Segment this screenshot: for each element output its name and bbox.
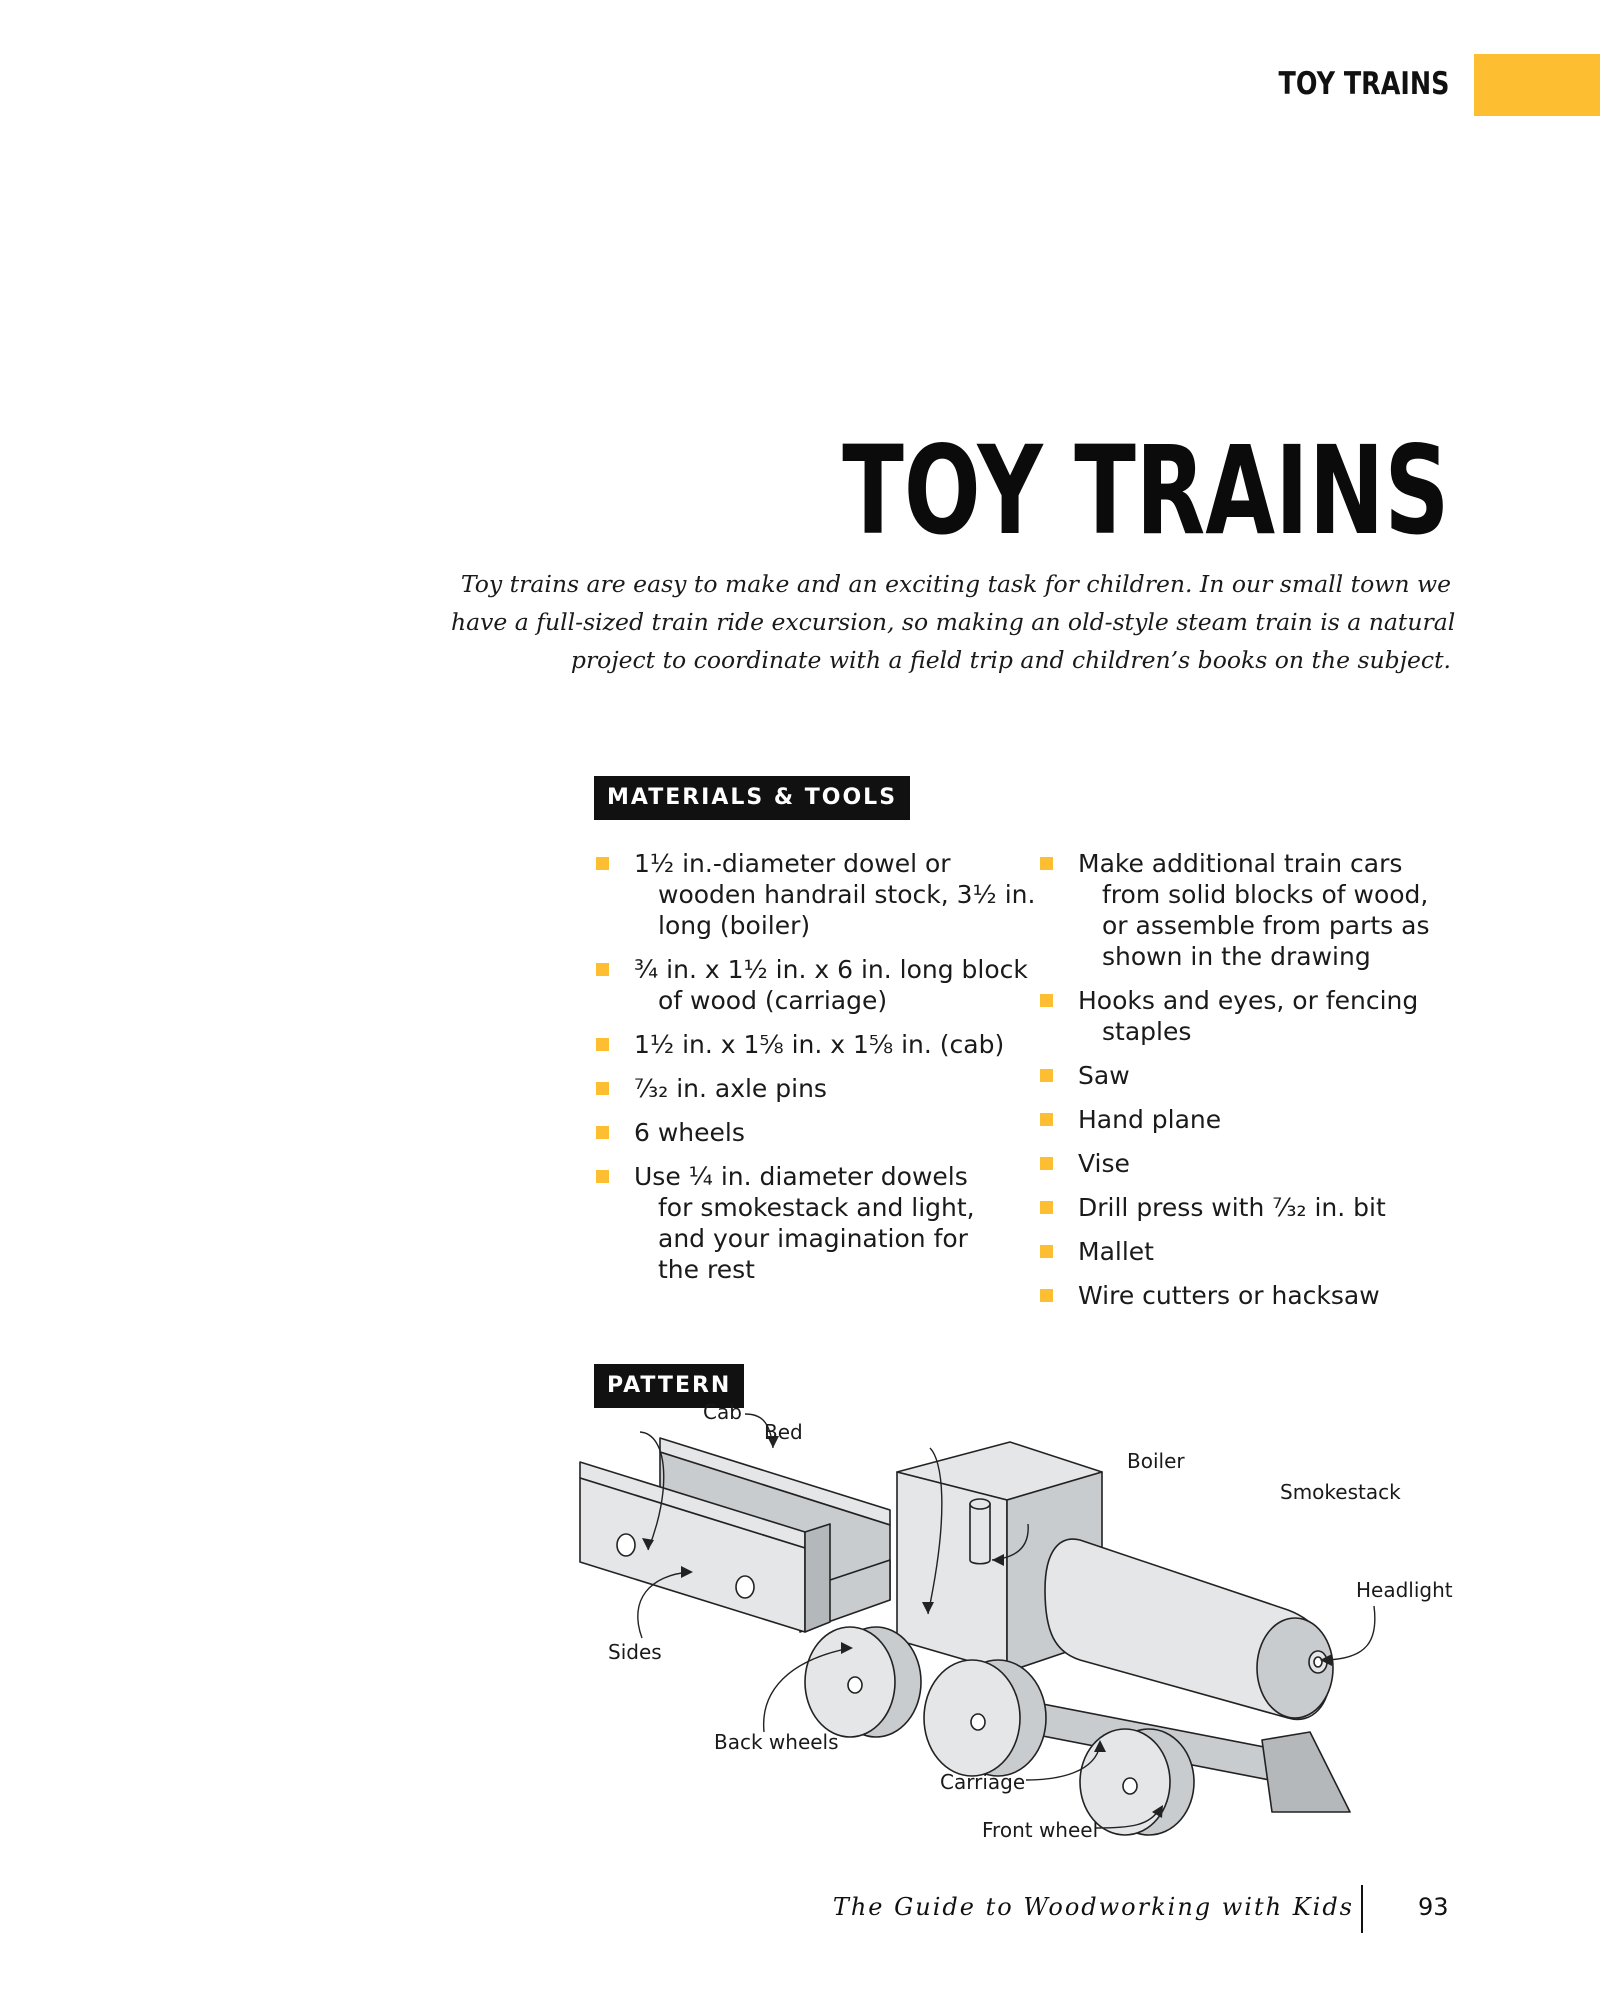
- material-item-line: of wood (carriage): [658, 986, 888, 1015]
- intro-line: Toy trains are easy to make and an exciting task for children. In our small town we: [460, 570, 1451, 598]
- material-item-line: ⁷⁄₃₂ in. axle pins: [634, 1074, 827, 1103]
- material-item-text: [634, 1117, 1014, 1148]
- bullet-square-icon: [596, 1126, 609, 1139]
- material-item: [1038, 1236, 1478, 1267]
- material-item-text: [1078, 1060, 1478, 1091]
- pattern-heading: PATTERN: [594, 1364, 744, 1408]
- leader-carriage: [1026, 1745, 1100, 1780]
- material-item-line: or assemble from parts as: [1102, 911, 1430, 940]
- bullet-square-icon: [596, 1082, 609, 1095]
- material-item: [594, 1161, 1014, 1285]
- arrowhead: [841, 1642, 853, 1654]
- bullet-square-icon: [1040, 1201, 1053, 1214]
- bullet-square-icon: [596, 1170, 609, 1183]
- material-item: [594, 1029, 1014, 1060]
- material-item: [594, 954, 1028, 1016]
- material-item: [1038, 1060, 1478, 1091]
- material-item-line: Mallet: [1078, 1237, 1154, 1266]
- material-item: [1038, 985, 1478, 1047]
- material-item: [1038, 1280, 1478, 1311]
- leader-back-wheels: [764, 1648, 850, 1732]
- arrowhead: [992, 1554, 1004, 1566]
- intro-line: project to coordinate with a field trip and children’s books on the subject.: [570, 646, 1451, 674]
- material-item: [594, 1073, 1014, 1104]
- material-item-line: Hand plane: [1078, 1105, 1222, 1134]
- material-item-line: Wire cutters or hacksaw: [1078, 1281, 1380, 1310]
- callout-cab: Cab: [703, 1400, 742, 1424]
- material-item-line: 1½ in. x 1⅝ in. x 1⅝ in. (cab): [634, 1030, 1005, 1059]
- bullet-square-icon: [596, 963, 609, 976]
- material-item-text: [1078, 1236, 1478, 1267]
- material-item-line: Saw: [1078, 1061, 1130, 1090]
- material-item-line: Make additional train cars: [1078, 849, 1403, 878]
- material-item-text: [634, 1073, 1014, 1104]
- materials-list-left: [594, 848, 1036, 1298]
- callout-back-wheels: Back wheels: [714, 1730, 839, 1754]
- material-item: [1038, 848, 1478, 972]
- callout-boiler: Boiler: [1127, 1449, 1185, 1473]
- callout-smokestack: Smokestack: [1280, 1480, 1401, 1504]
- material-item-text: [1078, 1104, 1478, 1135]
- material-item-line: and your imagination for: [658, 1224, 968, 1253]
- leader-sides: [638, 1572, 690, 1638]
- material-item: [1038, 1148, 1478, 1179]
- material-item-text: [634, 848, 1036, 941]
- running-header: TOY TRAINS: [1278, 66, 1449, 102]
- material-item-line: from solid blocks of wood,: [1102, 880, 1429, 909]
- callout-front-wheel: Front wheel: [982, 1818, 1099, 1842]
- material-item-text: [1078, 1148, 1478, 1179]
- material-item-line: 6 wheels: [634, 1118, 745, 1147]
- bullet-square-icon: [1040, 857, 1053, 870]
- callout-carriage: Carriage: [940, 1770, 1026, 1794]
- material-item-line: Drill press with ⁷⁄₃₂ in. bit: [1078, 1193, 1386, 1222]
- material-item-line: wooden handrail stock, 3½ in.: [658, 880, 1036, 909]
- material-item-text: [1078, 848, 1478, 972]
- material-item-line: 1½ in.-diameter dowel or: [634, 849, 951, 878]
- leader-front-wheel: [1096, 1808, 1160, 1828]
- intro-line: have a full-sized train ride excursion, so making an old-style steam train is a natural: [451, 608, 1456, 636]
- materials-list-right: [1038, 848, 1478, 1324]
- page-title: TOY TRAINS: [841, 420, 1449, 562]
- material-item-line: the rest: [658, 1255, 755, 1284]
- bullet-square-icon: [1040, 1157, 1053, 1170]
- arrowhead: [922, 1602, 934, 1614]
- material-item-text: [634, 954, 1028, 1016]
- arrowhead: [681, 1566, 693, 1578]
- materials-heading: MATERIALS & TOOLS: [594, 776, 910, 820]
- material-item-line: for smokestack and light,: [658, 1193, 975, 1222]
- material-item-text: [634, 1161, 1014, 1285]
- material-item: [594, 1117, 1014, 1148]
- bullet-square-icon: [596, 1038, 609, 1051]
- footer-divider: [1361, 1885, 1363, 1933]
- material-item-line: staples: [1102, 1017, 1192, 1046]
- material-item-line: Hooks and eyes, or fencing: [1078, 986, 1419, 1015]
- material-item-line: Vise: [1078, 1149, 1130, 1178]
- arrowhead: [1094, 1740, 1106, 1752]
- arrowhead: [642, 1538, 654, 1550]
- material-item-text: [1078, 1280, 1478, 1311]
- material-item-text: [1078, 985, 1478, 1047]
- material-item-line: long (boiler): [658, 911, 811, 940]
- callout-bed: Bed: [764, 1420, 803, 1444]
- callout-headlight: Headlight: [1356, 1578, 1453, 1602]
- bullet-square-icon: [1040, 1113, 1053, 1126]
- intro-paragraph: [451, 565, 1456, 679]
- page-number: 93: [1418, 1893, 1449, 1921]
- bullet-square-icon: [1040, 1289, 1053, 1302]
- material-item-line: ¾ in. x 1½ in. x 6 in. long block: [634, 955, 1028, 984]
- material-item-text: [1078, 1192, 1478, 1223]
- train-pattern-diagram: [560, 1400, 1460, 1860]
- bullet-square-icon: [1040, 994, 1053, 1007]
- header-color-tab: [1474, 54, 1600, 116]
- material-item-line: shown in the drawing: [1102, 942, 1371, 971]
- leader-headlight: [1322, 1606, 1375, 1660]
- material-item: [1038, 1192, 1478, 1223]
- bullet-square-icon: [1040, 1069, 1053, 1082]
- material-item-line: Use ¼ in. diameter dowels: [634, 1162, 968, 1191]
- bullet-square-icon: [1040, 1245, 1053, 1258]
- material-item: [594, 848, 1036, 941]
- arrowhead: [1320, 1654, 1332, 1666]
- footer-book-title: The Guide to Woodworking with Kids: [832, 1893, 1354, 1921]
- material-item-text: [634, 1029, 1014, 1060]
- material-item: [1038, 1104, 1478, 1135]
- bullet-square-icon: [596, 857, 609, 870]
- callout-sides: Sides: [608, 1640, 662, 1664]
